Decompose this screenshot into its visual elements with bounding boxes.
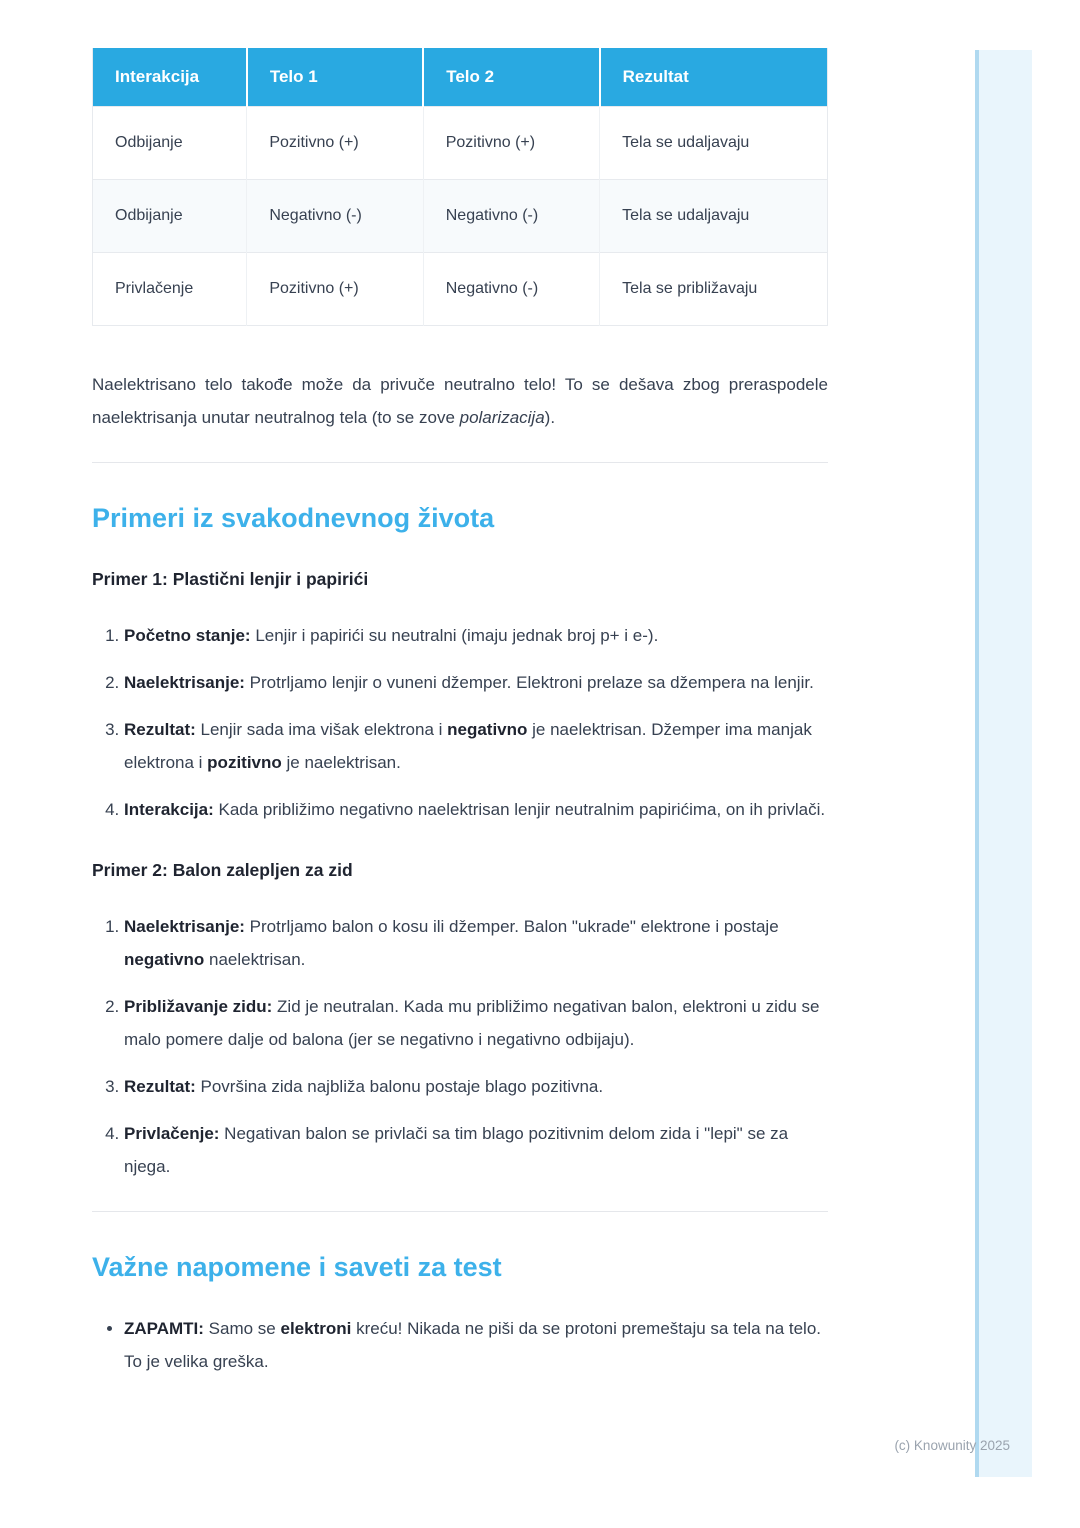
table-cell: Odbijanje [93, 107, 247, 180]
table-cell: Tela se udaljavaju [600, 180, 828, 253]
table-cell: Negativno (-) [423, 253, 599, 326]
bold-text: Privlačenje: [124, 1124, 220, 1143]
table-header-cell: Telo 2 [423, 48, 599, 107]
bold-text: ZAPAMTI: [124, 1319, 204, 1338]
example-2-list [92, 910, 828, 1183]
table-row [93, 180, 828, 253]
text: Lenjir sada ima višak elektrona i [195, 720, 448, 739]
table-cell: Tela se udaljavaju [600, 107, 828, 180]
text: ). [544, 408, 556, 427]
divider [92, 1211, 828, 1212]
list-item [124, 619, 828, 652]
bold-text: Naelektrisanje: [124, 917, 245, 936]
bold-text: negativno [124, 950, 205, 969]
table-header-cell: Interakcija [93, 48, 247, 107]
text: Zid je neutralan. Kada mu približimo negativan balon, elektroni u zidu se malo pomere dalje od balona (jer se negativno i negativno odbijaju). [124, 997, 820, 1049]
bold-text: Rezultat: [124, 720, 196, 739]
bold-text: Interakcija: [124, 800, 214, 819]
text: Samo se [203, 1319, 281, 1338]
bold-text: pozitivno [207, 753, 282, 772]
table-cell: Pozitivno (+) [423, 107, 599, 180]
list-item [124, 990, 828, 1056]
bold-text: Rezultat: [124, 1077, 196, 1096]
example-2-heading: Primer 2: Balon zalepljen za zid [92, 860, 353, 880]
list-item [124, 1117, 828, 1183]
example-1-heading: Primer 1: Plastični lenjir i papirići [92, 569, 369, 589]
text: Protrljamo balon o kosu ili džemper. Balon "ukrade" elektrone i postaje [244, 917, 779, 936]
text: Protrljamo lenjir o vuneni džemper. Elektroni prelaze sa džempera na lenjir. [244, 673, 814, 692]
list-item [124, 1070, 828, 1103]
text: naelektrisan. [204, 950, 306, 969]
document-content [92, 48, 828, 1378]
interaction-table [92, 48, 828, 326]
table-row [93, 107, 828, 180]
list-item [124, 910, 828, 976]
bold-text: elektroni [280, 1319, 352, 1338]
text: Površina zida najbliža balonu postaje blago pozitivna. [195, 1077, 604, 1096]
table-cell: Negativno (-) [423, 180, 599, 253]
section-title-notes: Važne napomene i saveti za test [92, 1252, 502, 1282]
text: je naelektrisan. [281, 753, 401, 772]
divider [92, 462, 828, 463]
table-body [93, 107, 828, 326]
text: Negativan balon se privlači sa tim blago pozitivnim delom zida i "lepi" se za njega. [124, 1124, 789, 1176]
table-cell: Pozitivno (+) [247, 107, 423, 180]
list-item [124, 713, 828, 779]
table-header-row [93, 48, 828, 107]
table-header-cell: Rezultat [600, 48, 828, 107]
bold-text: Naelektrisanje: [124, 673, 245, 692]
table-header-cell: Telo 1 [247, 48, 423, 107]
copyright: (c) Knowunity 2025 [894, 1438, 1010, 1453]
bold-text: Približavanje zidu: [124, 997, 273, 1016]
intro-paragraph [92, 368, 828, 434]
page-accent-stripe [975, 50, 1032, 1477]
bold-text: negativno [447, 720, 528, 739]
text: Lenjir i papirići su neutralni (imaju jednak broj p+ i e-). [250, 626, 659, 645]
example-1-list [92, 619, 828, 826]
list-item [124, 793, 828, 826]
bold-text: Početno stanje: [124, 626, 251, 645]
table-cell: Pozitivno (+) [247, 253, 423, 326]
list-item [124, 1312, 828, 1378]
section-title-examples: Primeri iz svakodnevnog života [92, 503, 495, 533]
notes-list [92, 1312, 828, 1378]
italic-text: polarizacija [459, 408, 545, 427]
table-cell: Tela se približavaju [600, 253, 828, 326]
text: Kada približimo negativno naelektrisan lenjir neutralnim papirićima, on ih privlači. [213, 800, 826, 819]
table-cell: Odbijanje [93, 180, 247, 253]
list-item [124, 666, 828, 699]
text: kreću! Nikada ne piši da se protoni premeštaju sa tela na telo. To je velika greška. [124, 1319, 822, 1371]
text: Naelektrisano telo takođe može da privuče neutralno telo! To se dešava zbog preraspodele naelektrisanja unutar neutralnog tela (to se zove [92, 375, 828, 427]
table-cell: Privlačenje [93, 253, 247, 326]
text: je naelektrisan. Džemper ima manjak elektrona i [124, 720, 812, 772]
table-cell: Negativno (-) [247, 180, 423, 253]
table-row [93, 253, 828, 326]
